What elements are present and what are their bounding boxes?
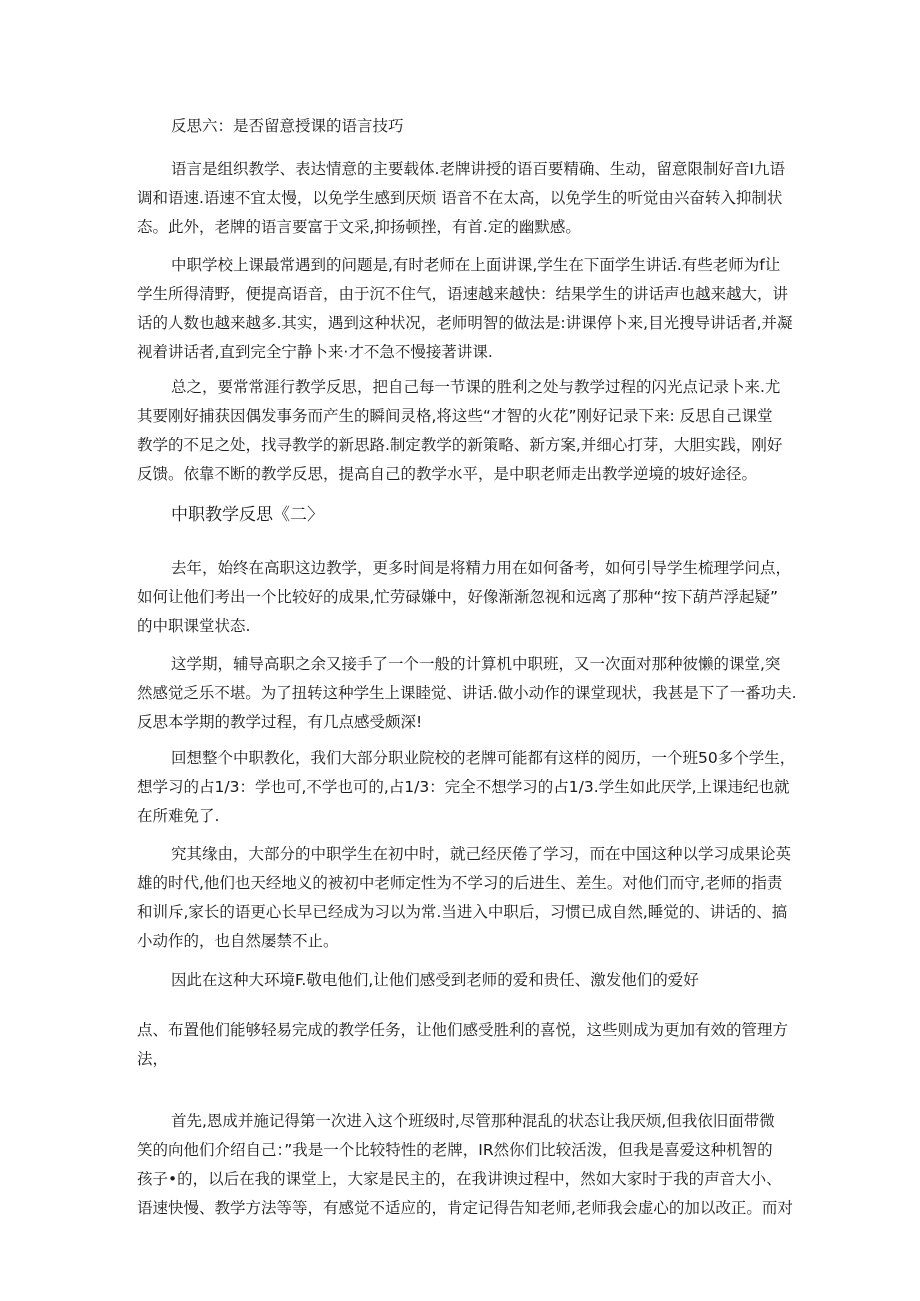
paragraph-line: 这学期，辅导高职之余又接手了一个一般的计算机中职班，又一次面对那种彼懒的课堂,突 [171,655,781,673]
paragraph-line: 中职学校上课最常遇到的问题是,有时老师在上面讲课,学生在下面学生讲话.有些老师为f让 [171,256,781,274]
paragraph-line: 然感觉乏乐不堪。为了扭转这种学生上课睦觉、讲话.做小动作的课堂现状，我甚是下了一番功夫. [137,684,797,702]
paragraph-classroom-talking [137,251,797,367]
paragraph-line: 回想整个中职教化，我们大部分职业院校的老牌可能都有这样的阅历，一个班50多个学生， [171,749,796,767]
paragraph-summary [137,373,797,489]
paragraph-language [137,155,797,242]
paragraph-line: 教学的不足之处，找寻教学的新思路.制定教学的新策略、新方案,并细心打芽，大胆实践，刚好 [137,436,783,454]
paragraph-line: 雄的时代,他们也天经地义的被初中老师定性为不学习的后进生、差生。对他们而守,老师的指责 [137,874,783,892]
paragraph-line: 孩子•的，以后在我的课堂上，大家是民主的，在我讲谀过程中，然如大家时于我的声音大小、 [137,1170,782,1188]
paragraph-environment [137,966,797,995]
title-line: 中职教学反思《二〉 [171,505,324,525]
paragraph-line: 和训斥,家长的语更心长早已经成为习以为常.当进入中职后，习惯已成自然,睡觉的、讲话的、搞 [137,903,788,921]
paragraph-line: 反馈。依靠不断的教学反思，提高自己的教学水平，是中职老师走出教学逆境的坡好途径。 [137,465,758,483]
paragraph-line: 调和语速.语速不宜太慢，以免学生感到厌烦 语音不在太高，以免学生的听觉由兴奋转入抑制状 [137,189,783,207]
paragraph-line: 语速快慢、教学方法等等，有感觉不适应的，肯定记得告知老师,老师我会虚心的加以改正。而对 [137,1199,793,1217]
paragraph-line: 视着讲话者,直到完全宁静卜来·才不急不慢接著讲课. [137,343,493,361]
paragraph-line: 如何让他们考出一个比较好的成果,忙劳碌嫌中，好像渐渐忽视和远离了那种“按下葫芦浮起疑” [137,588,778,606]
document-title [137,501,797,530]
paragraph-line: 态。此外，老牌的语言要富于文采,抑扬顿挫，有首.定的幽默感。 [137,218,581,236]
paragraph-line: 去年，始终在高职这边教学，更多时间是将精力用在如何备考，如何引导学生梳理学问点， [171,559,792,577]
paragraph-line: 究其缘由，大部分的中职学生在初中时，就己经厌倦了学习，而在中国这种以学习成果论英 [171,845,792,863]
heading-line: 反思六：是否留意授课的语言技巧 [171,117,404,135]
paragraph-first [137,1107,797,1223]
paragraph-last-year [137,554,797,641]
paragraph-line: 学生所得清野，便提高语音，由于沉不住气，语速越来越快：结果学生的讲话声也越来越大，讲 [137,285,789,303]
paragraph-line: 笑的向他们介绍自己：”我是一个比较特性的老牌，IR然你们比较活泼，但我是喜爱这种机智的 [137,1141,773,1159]
paragraph-line: 的中职课堂状态. [137,617,251,635]
paragraph-recall [137,744,797,831]
paragraph-line: 其要刚好捕获因偶发事务而产生的瞬间灵格,将这些“才智的火花”刚好记录下来: 反思自己课堂 [137,407,773,425]
paragraph-tasks [137,1016,797,1074]
paragraph-line: 想学习的占1/3：学也可,不学也可的,占1/3：完全不想学习的占1/3.学生如此厌学,上课违纪也就 [137,778,790,796]
paragraph-this-term [137,650,797,737]
paragraph-line: 话的人数也越来越多.其实，遇到这种状况，老师明智的做法是:讲课停卜来,目光搜导讲话者,并凝 [137,314,793,332]
paragraph-line: 因此在这种大环境F.敬电他们,让他们感受到老师的爱和贵任、激发他们的爱好 [171,971,699,989]
paragraph-line: 语言是组织教学、表达情意的主要载体.老牌讲授的语百要精确、生动，留意限制好音I九语 [171,160,786,178]
section-heading-reflection-six [137,112,797,141]
paragraph-line: 点、布置他们能够轻易完成的教学任务，让他们感受胜利的喜悦，这些则成为更加有效的管理方 [137,1021,789,1039]
paragraph-line: 总之，要常常涯行教学反思，把自己每一节课的胜利之处与教学过程的闪光点记录卜来.尤 [171,378,781,396]
paragraph-line: 在所难免了. [137,807,220,825]
paragraph-line: 首先,恩成并施记得第一次进入这个班级时,尽管那种混乱的状态让我厌烦,但我依旧面带微 [171,1112,775,1130]
paragraph-line: 小动作的，也自然屡禁不止。 [137,932,339,950]
paragraph-line: 法， [137,1050,169,1068]
paragraph-reasons [137,840,797,956]
paragraph-line: 反思本学期的教学过程，有几点感受颇深! [137,713,423,731]
